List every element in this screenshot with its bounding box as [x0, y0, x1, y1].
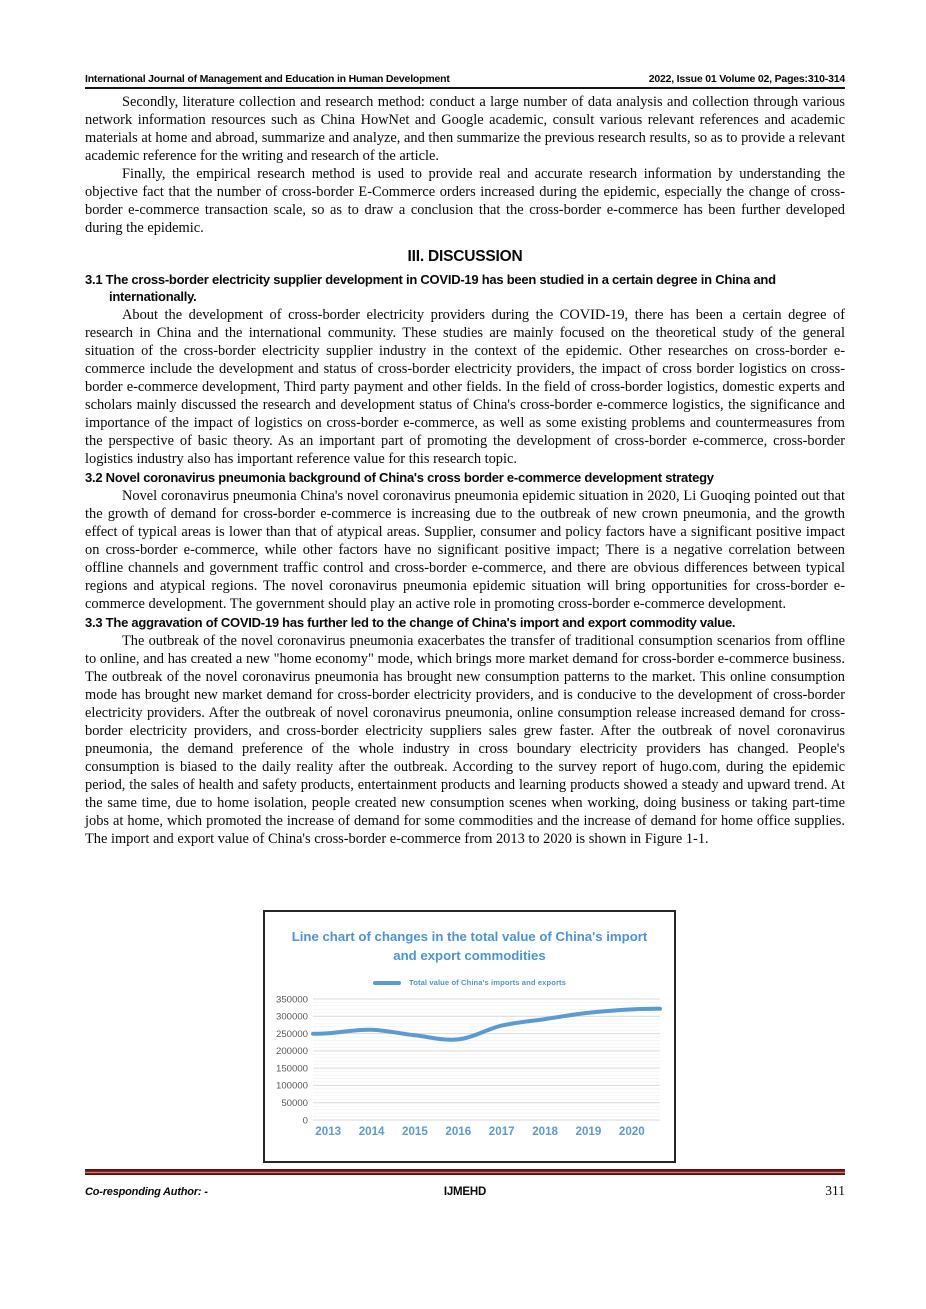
page-content: [85, 0, 845, 848]
x-tick-label: 2018: [532, 1125, 558, 1138]
section-body-3-2: Novel coronavirus pneumonia China's novel coronavirus pneumonia epidemic situation in 2020, Li Guoqing pointed out that the growth of demand for cross-border e-commerce is increasing due to the outbreak of new crown pneumonia, and the growth effect of typical areas is lower than that of atypical areas. Supplier, consumer and policy factors have a significant positive impact on cross-border e-commerce, while other factors have no significant positive impact; There is a negative correlation between offline channels and government traffic control and cross-border e-commerce, and there are obvious differences between typical regions and atypical regions. The novel coronavirus pneumonia epidemic situation will bring opportunities for cross-border e-commerce development. The government should play an active role in promoting cross-border e-commerce development.: [85, 488, 845, 613]
x-tick-label: 2020: [618, 1125, 645, 1138]
y-tick-label: 150000: [275, 1063, 308, 1075]
paragraph-finally: Finally, the empirical research method is used to provide real and accurate research information by understanding the objective fact that the number of cross-border E-Commerce orders increased during the epidemic, especially the change of cross-border e-commerce transaction scale, so as to draw a conclusion that the cross-border e-commerce has been further developed during the epidemic.: [85, 166, 845, 237]
y-tick-label: 100000: [275, 1080, 308, 1092]
section-body-3-1: About the development of cross-border electricity providers during the COVID-19, there has been a certain degree of research in China and the international community. These studies are mainly focused on the theoretical study of the general situation of the cross-border electricity supplier industry in the context of the epidemic. Other researches on cross-border e-commerce include the development and status of cross-border electricity providers, the impact of cross border logistics on cross-border e-commerce development, Third party payment and other fields. In the field of cross-border logistics, domestic experts and scholars mainly discussed the research and development status of China's cross-border e-commerce logistics, the significance and importance of the impact of logistics on cross-border e-commerce, as well as some existing problems and countermeasures from the perspective of basic theory. As an important part of promoting the development of cross-border e-commerce, cross-border logistics industry also has important reference value for this research topic.: [85, 307, 845, 468]
y-tick-label: 350000: [275, 994, 308, 1006]
figure-1-1-chart: [263, 910, 676, 1163]
discussion-heading: III. DISCUSSION: [407, 248, 523, 266]
page-header: [85, 0, 845, 85]
page-number: 311: [825, 1183, 845, 1198]
line-chart-svg: [267, 991, 672, 1149]
header-rule: [85, 87, 845, 89]
issue-info: 2022, Issue 01 Volume 02, Pages:310-314: [648, 73, 845, 85]
x-tick-label: 2013: [315, 1125, 342, 1138]
legend-label: Total value of China's imports and exports: [409, 978, 566, 987]
chart-title-line-2: and export commodities: [393, 948, 546, 963]
y-tick-label: 300000: [275, 1011, 308, 1023]
corresponding-author: Co-responding Author: -: [85, 1186, 208, 1198]
chart-title: [265, 927, 674, 965]
y-tick-label: 50000: [281, 1098, 308, 1109]
paragraph-secondly: Secondly, literature collection and research method: conduct a large number of data analysis and collection through various network information resources such as China HowNet and Google academic, consult various relevant references and academic materials at home and abroad, summarize and analyze, and then summarize the previous research results, so as to provide a relevant academic reference for the writing and research of the article.: [85, 94, 845, 165]
x-tick-label: 2019: [575, 1125, 602, 1138]
y-tick-label: 250000: [275, 1028, 308, 1040]
section-body-3-3: The outbreak of the novel coronavirus pneumonia exacerbates the transfer of traditional consumption scenarios from offline to online, and has created a new "home economy" mode, which brings more market demand for cross-border e-commerce business. The outbreak of the novel coronavirus pneumonia has brought new consumption patterns to the market. This online consumption mode has brought new market demand for cross-border electricity providers, and is conducive to the development of cross-border electricity providers. After the outbreak of novel coronavirus pneumonia, online consumption release increased demand for cross-border electricity providers, and cross-border electricity suppliers sales grew faster. After the outbreak of novel coronavirus pneumonia, the demand preference of the whole industry in cross boundary electricity providers has changed. People's consumption is biased to the daily reality after the outbreak. According to the survey report of hugo.com, during the epidemic period, the sales of health and safety products, entertainment products and learning products showed a steady and upward trend. At the same time, due to home isolation, people created new consumption scenes when working, doing business or taking part-time jobs at home, which promoted the increase of demand for some commodities and the increase of demand for home office supplies. The import and export value of China's cross-border e-commerce from 2013 to 2020 is shown in Figure 1-1.: [85, 633, 845, 848]
journal-title: International Journal of Management and Education in Human Development: [85, 73, 450, 85]
section-heading-3-1: 3.1 The cross-border electricity supplier development in COVID-19 has been studied in a certain degree in China and internationally.: [85, 272, 776, 305]
chart-title-line-1: Line chart of changes in the total value of China's import: [291, 929, 648, 944]
page-footer: [85, 1169, 845, 1199]
section-heading-3-2: 3.2 Novel coronavirus pneumonia background of China's cross border e-commerce development strategy: [85, 470, 714, 486]
x-tick-label: 2015: [402, 1125, 428, 1138]
legend-line-swatch: [373, 981, 401, 985]
chart-legend: [265, 978, 674, 987]
x-tick-label: 2017: [488, 1125, 515, 1138]
journal-abbreviation: IJMEHD: [443, 1186, 487, 1198]
y-tick-label: 0: [302, 1115, 308, 1127]
x-tick-label: 2016: [445, 1125, 472, 1138]
chart-line: [313, 1009, 660, 1040]
x-tick-label: 2014: [358, 1125, 385, 1138]
section-heading-3-3: 3.3 The aggravation of COVID-19 has further led to the change of China's import and export commodity value.: [85, 615, 736, 631]
footer-row: [85, 1183, 845, 1199]
y-tick-label: 200000: [275, 1046, 308, 1058]
footer-rule: [85, 1169, 845, 1175]
